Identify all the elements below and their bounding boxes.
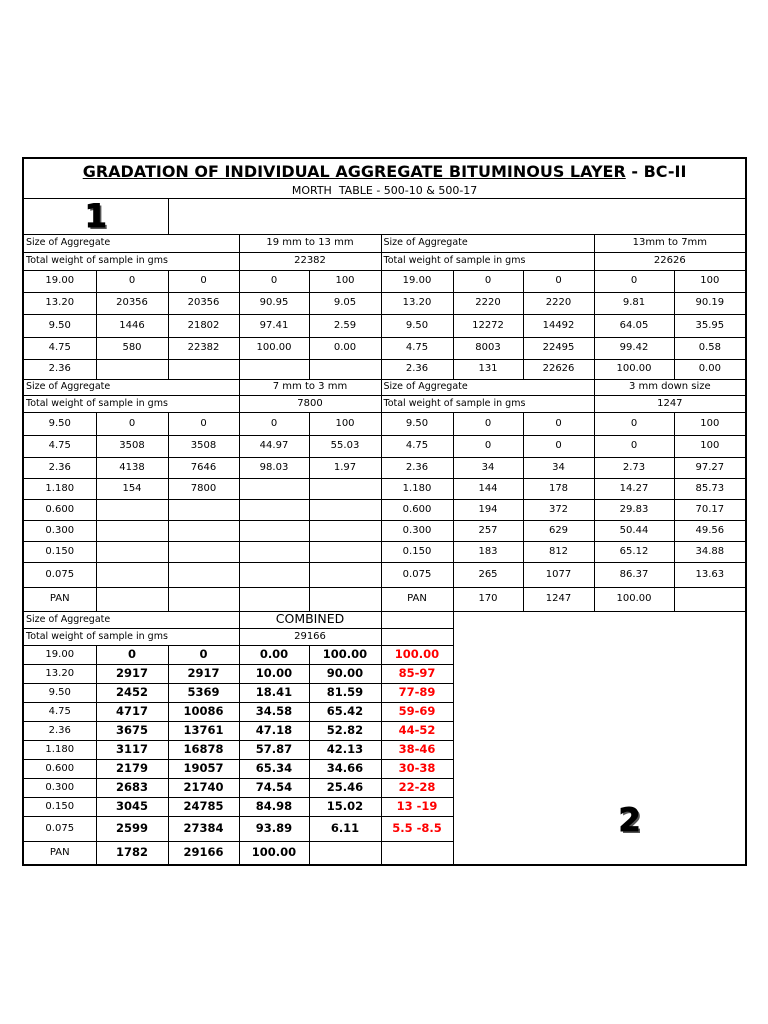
cumulative-percent-retained-cell: 44.97 [239,435,309,457]
spec-range-cell: 5.5 -8.5 [381,816,453,841]
cumulative-weight-cell: 0 [168,645,239,664]
cumulative-percent-retained-cell: 50.44 [594,520,674,541]
percent-passing-cell: 100 [309,270,381,292]
cumulative-weight-cell: 2220 [523,292,594,314]
weight-retained-cell: 2917 [96,664,168,683]
sieve-size-cell: 4.75 [23,702,96,721]
sieve-size-cell: 0.600 [23,759,96,778]
sieve-size-cell: 2.36 [23,457,96,478]
page-title-separator: - [631,162,639,181]
marker-row [23,198,746,234]
weight-retained-cell: 183 [453,541,523,562]
weight-retained-cell: 3045 [96,797,168,816]
cumulative-weight-cell [168,541,239,562]
sieve-size-cell: 0.600 [381,499,453,520]
percent-passing-cell: 100 [674,435,746,457]
percent-passing-cell: 0.00 [674,359,746,379]
cumulative-weight-cell [168,499,239,520]
size-range-value: 7 mm to 3 mm [239,379,381,395]
page-title-suffix: BC-II [643,162,687,181]
size-range-value: 19 mm to 13 mm [239,234,381,252]
weight-retained-cell: 0 [96,270,168,292]
cumulative-percent-retained-cell: 64.05 [594,314,674,337]
weight-retained-cell [96,520,168,541]
sieve-row [23,292,746,314]
weight-retained-cell: 0 [96,412,168,435]
spec-range-cell [381,841,453,865]
sieve-size-cell: 2.36 [381,359,453,379]
weight-retained-cell [96,541,168,562]
percent-passing-cell: 97.27 [674,457,746,478]
cumulative-weight-cell: 10086 [168,702,239,721]
sieve-row [23,337,746,359]
sieve-row [23,541,746,562]
percent-passing-cell: 9.05 [309,292,381,314]
total-weight-value: 29166 [239,628,381,645]
weight-retained-cell [96,587,168,611]
weight-retained-cell: 1446 [96,314,168,337]
cumulative-percent-retained-cell: 57.87 [239,740,309,759]
percent-passing-cell: 2.59 [309,314,381,337]
percent-passing-cell: 25.46 [309,778,381,797]
cumulative-percent-retained-cell: 99.42 [594,337,674,359]
cumulative-weight-cell: 0 [168,412,239,435]
cumulative-weight-cell: 1247 [523,587,594,611]
sieve-size-cell: 0.300 [381,520,453,541]
cumulative-weight-cell: 5369 [168,683,239,702]
title-row [23,158,746,198]
sieve-size-cell: 13.20 [23,292,96,314]
sieve-size-cell: PAN [381,587,453,611]
blank-cell [168,198,746,234]
sieve-size-cell: 9.50 [23,412,96,435]
size-range-value: 3 mm down size [594,379,746,395]
cumulative-percent-retained-cell [239,541,309,562]
cumulative-percent-retained-cell: 0 [594,412,674,435]
weight-retained-cell: 131 [453,359,523,379]
cumulative-weight-cell: 21740 [168,778,239,797]
sieve-row [23,314,746,337]
weight-retained-cell: 257 [453,520,523,541]
percent-passing-cell [309,520,381,541]
cumulative-percent-retained-cell: 34.58 [239,702,309,721]
spec-range-cell: 85-97 [381,664,453,683]
spec-range-cell: 77-89 [381,683,453,702]
cumulative-weight-cell: 22495 [523,337,594,359]
sieve-row [23,520,746,541]
percent-passing-cell: 1.97 [309,457,381,478]
sieve-row [23,270,746,292]
sieve-size-cell: 0.300 [23,778,96,797]
weight-retained-cell: 0 [453,412,523,435]
cumulative-weight-cell: 7646 [168,457,239,478]
sieve-size-cell: 0.150 [23,541,96,562]
cumulative-percent-retained-cell: 14.27 [594,478,674,499]
weight-retained-cell: 2599 [96,816,168,841]
title-cell [23,158,746,198]
total-weight-value: 22626 [594,252,746,270]
percent-passing-cell: 100.00 [309,645,381,664]
weight-retained-cell: 2683 [96,778,168,797]
weight-retained-cell: 170 [453,587,523,611]
weight-label: Total weight of sample in gms [23,395,239,412]
spec-range-cell: 22-28 [381,778,453,797]
page-title-main: GRADATION OF INDIVIDUAL AGGREGATE BITUMINOUS LAYER [82,162,626,181]
sieve-row [23,562,746,587]
cumulative-percent-retained-cell: 97.41 [239,314,309,337]
sieve-size-cell: 1.180 [23,478,96,499]
weight-retained-cell [96,562,168,587]
cumulative-weight-cell [168,359,239,379]
cumulative-weight-cell: 0 [523,412,594,435]
cumulative-weight-cell [168,562,239,587]
size-label: Size of Aggregate [23,234,239,252]
sieve-size-cell: 9.50 [381,314,453,337]
percent-passing-cell [309,478,381,499]
sieve-size-cell: 13.20 [381,292,453,314]
cumulative-weight-cell: 16878 [168,740,239,759]
cumulative-percent-retained-cell: 9.81 [594,292,674,314]
sieve-row [23,457,746,478]
cumulative-weight-cell: 1077 [523,562,594,587]
weight-retained-cell: 12272 [453,314,523,337]
marker-two: 2 [618,800,641,839]
cumulative-percent-retained-cell: 90.95 [239,292,309,314]
cumulative-weight-cell: 34 [523,457,594,478]
sieve-size-cell: 19.00 [23,645,96,664]
cumulative-percent-retained-cell: 0 [594,435,674,457]
marker-one: 1 [84,198,107,234]
spec-header-cell [381,611,453,628]
cumulative-percent-retained-cell: 100.00 [594,587,674,611]
weight-label: Total weight of sample in gms [381,395,594,412]
cumulative-percent-retained-cell: 86.37 [594,562,674,587]
weight-retained-cell: 2452 [96,683,168,702]
cumulative-weight-cell: 24785 [168,797,239,816]
cumulative-percent-retained-cell: 84.98 [239,797,309,816]
size-label: Size of Aggregate [23,379,239,395]
cumulative-percent-retained-cell [239,587,309,611]
size-range-value: 13mm to 7mm [594,234,746,252]
percent-passing-cell [309,587,381,611]
weight-retained-cell: 2179 [96,759,168,778]
sieve-size-cell: 0.150 [23,797,96,816]
cumulative-percent-retained-cell: 98.03 [239,457,309,478]
sieve-row [23,499,746,520]
percent-passing-cell: 13.63 [674,562,746,587]
weight-retained-cell: 265 [453,562,523,587]
sieve-size-cell: 0.075 [23,816,96,841]
percent-passing-cell: 90.19 [674,292,746,314]
sieve-size-cell: 9.50 [23,314,96,337]
cumulative-percent-retained-cell: 2.73 [594,457,674,478]
page-subtitle: MORTH TABLE - 500-10 & 500-17 [291,184,478,197]
cumulative-weight-cell [168,520,239,541]
percent-passing-cell: 49.56 [674,520,746,541]
cumulative-percent-retained-cell: 65.12 [594,541,674,562]
total-weight-value: 22382 [239,252,381,270]
sieve-size-cell: 13.20 [23,664,96,683]
sieve-row [23,359,746,379]
page-title [24,162,745,182]
weight-label: Total weight of sample in gms [23,628,239,645]
sieve-size-cell: 4.75 [23,435,96,457]
weight-retained-cell [96,359,168,379]
cumulative-weight-cell: 13761 [168,721,239,740]
sieve-size-cell: 0.600 [23,499,96,520]
sieve-size-cell: 1.180 [381,478,453,499]
sieve-size-cell: 2.36 [381,457,453,478]
sieve-row [23,412,746,435]
percent-passing-cell: 85.73 [674,478,746,499]
percent-passing-cell [309,562,381,587]
percent-passing-cell: 70.17 [674,499,746,520]
total-weight-value: 7800 [239,395,381,412]
weight-retained-cell: 3117 [96,740,168,759]
weight-retained-cell: 20356 [96,292,168,314]
sieve-size-cell: 4.75 [23,337,96,359]
percent-passing-cell [674,587,746,611]
sieve-size-cell: 2.36 [23,721,96,740]
sieve-size-cell: 9.50 [23,683,96,702]
weight-retained-cell: 3675 [96,721,168,740]
weight-retained-cell: 4717 [96,702,168,721]
percent-passing-cell: 100 [674,270,746,292]
cumulative-percent-retained-cell: 93.89 [239,816,309,841]
percent-passing-cell: 42.13 [309,740,381,759]
weight-retained-cell: 3508 [96,435,168,457]
percent-passing-cell: 34.66 [309,759,381,778]
cumulative-weight-cell: 20356 [168,292,239,314]
cumulative-percent-retained-cell: 100.00 [239,337,309,359]
cumulative-percent-retained-cell: 18.41 [239,683,309,702]
cumulative-weight-cell: 7800 [168,478,239,499]
sieve-size-cell: 19.00 [381,270,453,292]
weight-retained-cell: 0 [453,435,523,457]
cumulative-percent-retained-cell [239,520,309,541]
cumulative-weight-cell: 3508 [168,435,239,457]
weight-retained-cell: 34 [453,457,523,478]
cumulative-weight-cell: 29166 [168,841,239,865]
percent-passing-cell: 100 [674,412,746,435]
percent-passing-cell: 90.00 [309,664,381,683]
weight-retained-cell: 144 [453,478,523,499]
weight-retained-cell: 2220 [453,292,523,314]
weight-retained-cell: 1782 [96,841,168,865]
weight-retained-cell: 0 [453,270,523,292]
percent-passing-cell: 0.00 [309,337,381,359]
weight-retained-cell: 580 [96,337,168,359]
combined-title: COMBINED [239,611,381,628]
cumulative-percent-retained-cell: 100.00 [239,841,309,865]
sieve-row [23,587,746,611]
cumulative-percent-retained-cell [239,359,309,379]
weight-header-row [23,252,746,270]
cumulative-weight-cell: 372 [523,499,594,520]
percent-passing-cell: 65.42 [309,702,381,721]
percent-passing-cell: 52.82 [309,721,381,740]
spec-range-cell: 30-38 [381,759,453,778]
cumulative-weight-cell: 22626 [523,359,594,379]
percent-passing-cell: 35.95 [674,314,746,337]
percent-passing-cell [309,359,381,379]
sieve-size-cell: 0.150 [381,541,453,562]
cumulative-weight-cell: 22382 [168,337,239,359]
cumulative-weight-cell: 0 [523,435,594,457]
percent-passing-cell: 6.11 [309,816,381,841]
weight-header-row [23,395,746,412]
sieve-size-cell: 0.075 [381,562,453,587]
weight-retained-cell: 154 [96,478,168,499]
percent-passing-cell: 15.02 [309,797,381,816]
cumulative-percent-retained-cell: 0.00 [239,645,309,664]
weight-label: Total weight of sample in gms [381,252,594,270]
weight-retained-cell: 4138 [96,457,168,478]
size-header-row [23,234,746,252]
weight-label: Total weight of sample in gms [23,252,239,270]
cumulative-weight-cell: 629 [523,520,594,541]
size-label: Size of Aggregate [381,379,594,395]
cumulative-weight-cell: 178 [523,478,594,499]
sieve-size-cell: 19.00 [23,270,96,292]
percent-passing-cell: 81.59 [309,683,381,702]
marker-two-cell [453,611,746,865]
percent-passing-cell [309,841,381,865]
sieve-row [23,435,746,457]
spec-range-cell: 59-69 [381,702,453,721]
spec-range-cell: 100.00 [381,645,453,664]
total-weight-value: 1247 [594,395,746,412]
sieve-size-cell: 2.36 [23,359,96,379]
sieve-size-cell: PAN [23,841,96,865]
cumulative-weight-cell: 0 [168,270,239,292]
cumulative-percent-retained-cell: 74.54 [239,778,309,797]
weight-retained-cell: 8003 [453,337,523,359]
percent-passing-cell: 34.88 [674,541,746,562]
cumulative-weight-cell: 21802 [168,314,239,337]
sieve-size-cell: PAN [23,587,96,611]
cumulative-percent-retained-cell: 10.00 [239,664,309,683]
weight-retained-cell: 194 [453,499,523,520]
sieve-size-cell: 0.300 [23,520,96,541]
marker-one-cell [23,198,168,234]
cumulative-weight-cell: 0 [523,270,594,292]
cumulative-percent-retained-cell [239,478,309,499]
cumulative-percent-retained-cell: 65.34 [239,759,309,778]
spec-range-cell: 13 -19 [381,797,453,816]
spec-range-cell: 38-46 [381,740,453,759]
percent-passing-cell: 0.58 [674,337,746,359]
sieve-size-cell: 4.75 [381,435,453,457]
percent-passing-cell: 55.03 [309,435,381,457]
size-label: Size of Aggregate [23,611,239,628]
cumulative-percent-retained-cell: 47.18 [239,721,309,740]
cumulative-percent-retained-cell [239,562,309,587]
cumulative-weight-cell: 2917 [168,664,239,683]
spec-range-cell: 44-52 [381,721,453,740]
cumulative-weight-cell [168,587,239,611]
gradation-table [22,157,747,866]
cumulative-percent-retained-cell: 29.83 [594,499,674,520]
cumulative-percent-retained-cell [239,499,309,520]
percent-passing-cell [309,499,381,520]
cumulative-weight-cell: 14492 [523,314,594,337]
size-label: Size of Aggregate [381,234,594,252]
cumulative-percent-retained-cell: 0 [239,270,309,292]
cumulative-weight-cell: 19057 [168,759,239,778]
cumulative-percent-retained-cell: 0 [594,270,674,292]
sieve-row [23,478,746,499]
combined-size-header-row [23,611,746,628]
weight-retained-cell [96,499,168,520]
percent-passing-cell: 100 [309,412,381,435]
weight-retained-cell: 0 [96,645,168,664]
cumulative-percent-retained-cell: 100.00 [594,359,674,379]
cumulative-weight-cell: 812 [523,541,594,562]
size-header-row [23,379,746,395]
percent-passing-cell [309,541,381,562]
sieve-size-cell: 1.180 [23,740,96,759]
sieve-size-cell: 9.50 [381,412,453,435]
cumulative-weight-cell: 27384 [168,816,239,841]
sieve-size-cell: 0.075 [23,562,96,587]
sieve-size-cell: 4.75 [381,337,453,359]
spec-header-cell [381,628,453,645]
cumulative-percent-retained-cell: 0 [239,412,309,435]
